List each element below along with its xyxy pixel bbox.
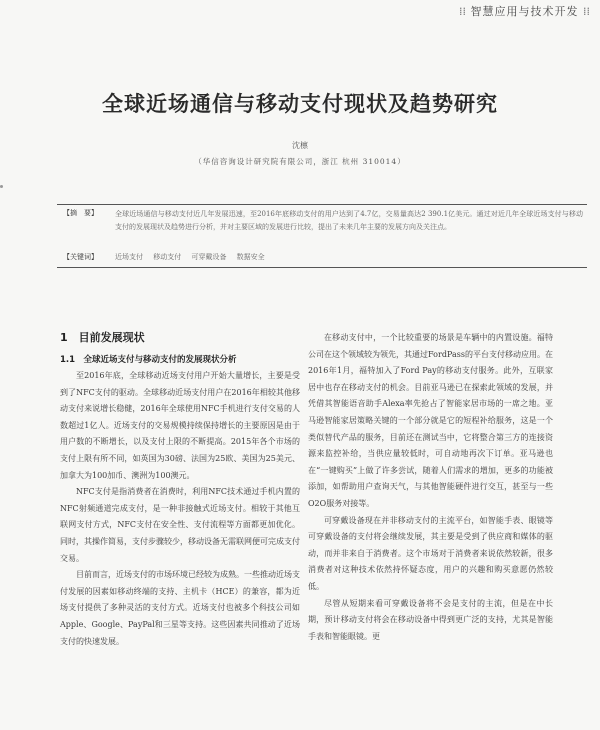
keywords-label: 【关键词】 xyxy=(63,253,98,261)
margin-mark xyxy=(0,185,3,188)
paragraph: 至2016年底，全球移动近场支付用户开始大量增长，主要是受到了NFC支付的驱动。全球移动近场支付用户在2016年相较其他移动支付来说增长稳健，2016年全球使用NFC手机进行支付交易的人数超过1亿人。近场支付的交易规模持续保持增长的主要原因是由于用户数的不断增长，以及支付上限的不断提高。2015年各个市场的支付上限有所不同，如英国为30磅、法国为25欧、美国为25美元、加拿大为100加币、澳洲为100澳元。 xyxy=(60,371,300,480)
journal-section-label: 智慧应用与技术开发 xyxy=(470,5,579,18)
paragraph: 尽管从短期来看可穿戴设备将不会是支付的主流，但是在中长期，预计移动支付将会在移动设备中得到更广泛的支持，尤其是智能手表和智能眼镜。更 xyxy=(308,598,553,641)
section-heading-1: 1 目前发展现状 xyxy=(60,331,145,344)
abstract-text: 全球近场通信与移动支付近几年发展迅速，至2016年底移动支付的用户达到了4.7亿，交易量高达2 390.1亿美元。通过对近几年全球近场支付与移动支付的发展现状及趋势进行分析，并对主要区域的发展进行比较，提出了未来几年主要的发展方向及关注点。 xyxy=(115,210,583,231)
journal-section-tag xyxy=(459,3,590,19)
author-name: 沈檩 xyxy=(292,141,308,150)
paragraph: 目前而言，近场支付的市场环境已经较为成熟。一些推动近场支付发展的因素如移动终端的支持、主机卡（HCE）的兼容，都为近场支付提供了多种灵活的支付方式。近场支付也被多个科技公司如Apple、Google、PayPal和三星等支持。这些因素共同推动了近场支付的快速发展。 xyxy=(60,570,300,646)
author-affiliation: （华信咨询设计研究院有限公司，浙江 杭州 310014） xyxy=(194,157,406,166)
abstract-label: 【摘 要】 xyxy=(63,209,98,217)
left-column xyxy=(60,330,300,650)
keywords-text: 近场支付 移动支付 可穿戴设备 数据安全 xyxy=(115,253,265,261)
paragraph: 可穿戴设备现在并非移动支付的主流平台，如智能手表、眼镜等可穿戴设备的支付将会继续发展，其主要是受到了供应商和媒体的驱动，而并非来自于消费者。这个市场对于消费者来说依然较新，很多消费者对这种技术依然持怀疑态度，用户的兴趣和购买意愿仍然较低。 xyxy=(308,515,553,591)
right-column xyxy=(308,330,553,645)
paragraph: NFC支付是指消费者在消费时，利用NFC技术通过手机内置的NFC射频通道完成支付，是一种非接触式近场支付。相较于其他互联网支付方式，NFC支付在安全性、支付流程等方面都更加优化。同时，其操作简易，支付步骤较少，移动设备无需联网便可完成支付交易。 xyxy=(60,487,300,563)
paragraph: 在移动支付中，一个比较重要的场景是车辆中的内置设施。福特公司在这个领域较为领先，其通过FordPass的平台支付移动应用。在2016年1月，福特加入了Ford Pay的移动支付服务。此外，互联家居中也存在移动支付的机会。目前亚马逊已在探索此领域的发展，并凭借其智能语音助手Alexa率先抢占了智能家居市场的一席之地。亚马逊智能家居策略关键的一个部分就是它的短程补给服务，这是一个类似替代产品的服务，目前还在测试当中，它将整合第三方的连接资源来监控补给，当供应量较低时，可自动地再次下订单。亚马逊也在“一键购买”上做了许多尝试，随着人们需求的增加，更多的功能被添加，如帮助用户查询天气，与其他智能硬件进行交互，甚至与一些O2O服务对接等。 xyxy=(308,333,553,508)
bars-left-decoration: ⁞⁞ xyxy=(459,5,466,18)
paper-title: 全球近场通信与移动支付现状及趋势研究 xyxy=(102,92,498,116)
bars-right-decoration: ⁞⁞ xyxy=(583,5,590,18)
keywords-block xyxy=(57,250,587,266)
section-heading-1-1: 1.1 全球近场支付与移动支付的发展现状分析 xyxy=(60,355,237,365)
